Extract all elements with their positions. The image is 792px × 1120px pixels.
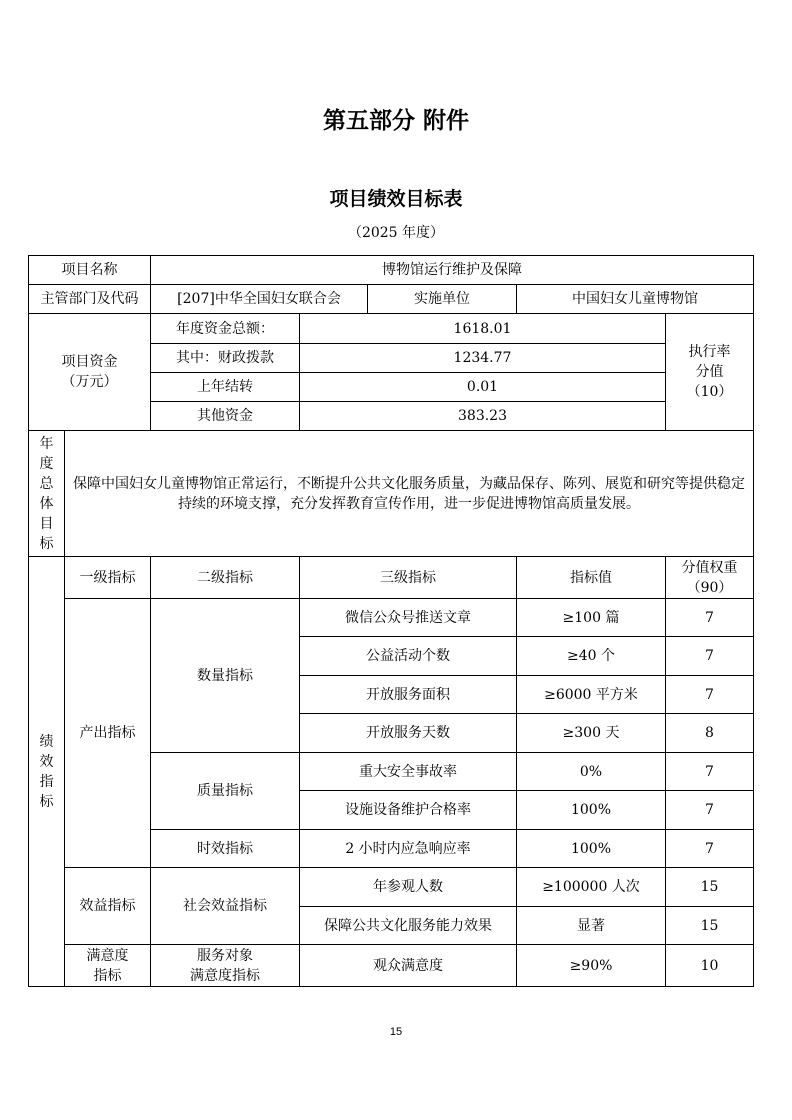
section-char: 指	[39, 773, 54, 790]
indicator-name: 设施设备维护合格率	[300, 791, 517, 830]
indicator-row	[29, 945, 754, 987]
indicator-weight: 7	[666, 830, 754, 868]
funds-label-line1: 项目资金	[61, 354, 118, 370]
indicator-value: 100%	[517, 830, 666, 868]
goal-label-char: 年	[39, 435, 54, 452]
quality-indicator-label: 质量指标	[151, 753, 300, 830]
performance-indicators-label	[29, 557, 65, 987]
indicator-value: ≥40 个	[517, 637, 666, 676]
col-level2-header: 二级指标	[151, 557, 300, 599]
indicator-name: 开放服务天数	[300, 714, 517, 753]
service-satisfaction-label	[151, 945, 300, 987]
output-indicator-label: 产出指标	[65, 599, 151, 868]
col-weight-line2: （90）	[686, 579, 733, 596]
goal-label	[29, 431, 65, 557]
funds-label-line2: （万元）	[61, 374, 118, 390]
page-number: 15	[389, 1026, 403, 1038]
indicator-value: 显著	[517, 907, 666, 945]
indicator-value: ≥300 天	[517, 714, 666, 753]
satisfaction-l1-line2: 指标	[93, 967, 122, 984]
indicator-row	[29, 868, 754, 907]
department-row	[29, 285, 754, 314]
funds-label	[29, 314, 151, 431]
funds-total-label: 年度资金总额：	[151, 314, 300, 344]
goal-label-char: 体	[39, 495, 54, 512]
indicator-weight: 7	[666, 753, 754, 791]
indicator-name: 年参观人数	[300, 868, 517, 907]
indicator-name: 2 小时内应急响应率	[300, 830, 517, 868]
funds-carryover-label: 上年结转	[151, 373, 300, 402]
col-level1-header: 一级指标	[65, 557, 151, 599]
part-title: 第五部分 附件	[322, 108, 469, 134]
funds-fiscal-label: 其中：财政拨款	[151, 344, 300, 373]
execution-rate-cell	[666, 314, 754, 431]
execution-rate-line2: 分值	[695, 364, 724, 380]
funds-other-value: 383.23	[300, 402, 666, 431]
indicator-header-row	[29, 557, 754, 599]
department-value: [207]中华全国妇女联合会	[151, 285, 368, 314]
indicator-weight: 7	[666, 599, 754, 637]
funds-other-label: 其他资金	[151, 402, 300, 431]
goal-text: 保障中国妇女儿童博物馆正常运行，不断提升公共文化服务质量，为藏品保存、陈列、展览和研究等提供稳定持续的环境支撑，充分发挥教育宣传作用，进一步促进博物馆高质量发展。	[65, 431, 754, 557]
indicator-value: ≥6000 平方米	[517, 676, 666, 714]
indicator-value: ≥100 篇	[517, 599, 666, 637]
execution-rate-line1: 执行率	[688, 344, 731, 360]
quantity-indicator-label: 数量指标	[151, 599, 300, 753]
department-label: 主管部门及代码	[29, 285, 151, 314]
performance-target-table	[28, 255, 754, 987]
indicator-name: 公益活动个数	[300, 637, 517, 676]
indicator-name: 开放服务面积	[300, 676, 517, 714]
indicator-weight: 7	[666, 676, 754, 714]
indicator-value: ≥90%	[517, 945, 666, 987]
indicator-name: 保障公共文化服务能力效果	[300, 907, 517, 945]
section-char: 效	[39, 753, 54, 770]
year-label: （2025 年度）	[347, 225, 445, 241]
benefit-indicator-label: 效益指标	[65, 868, 151, 945]
indicator-value: 100%	[517, 791, 666, 830]
project-name-value: 博物馆运行维护及保障	[151, 256, 754, 285]
goal-label-char: 标	[39, 535, 54, 552]
goal-label-char: 总	[39, 475, 54, 492]
funds-total-value: 1618.01	[300, 314, 666, 344]
goal-label-char: 度	[39, 455, 54, 472]
project-name-label: 项目名称	[29, 256, 151, 285]
satisfaction-l2-line2: 满意度指标	[190, 967, 260, 984]
execution-rate-line3: （10）	[686, 384, 733, 400]
satisfaction-l2-line1: 服务对象	[197, 947, 253, 964]
satisfaction-l1-line1: 满意度	[86, 947, 129, 964]
indicator-value: ≥100000 人次	[517, 868, 666, 907]
goal-label-char: 目	[39, 515, 54, 532]
col-level3-header: 三级指标	[300, 557, 517, 599]
satisfaction-indicator-label	[65, 945, 151, 987]
indicator-weight: 7	[666, 637, 754, 676]
indicator-name: 观众满意度	[300, 945, 517, 987]
funds-row-total	[29, 314, 754, 344]
funds-fiscal-value: 1234.77	[300, 344, 666, 373]
project-name-row	[29, 256, 754, 285]
indicator-value: 0%	[517, 753, 666, 791]
social-benefit-indicator-label: 社会效益指标	[151, 868, 300, 945]
indicator-name: 重大安全事故率	[300, 753, 517, 791]
indicator-weight: 7	[666, 791, 754, 830]
indicator-weight: 10	[666, 945, 754, 987]
col-value-header: 指标值	[517, 557, 666, 599]
implementing-unit-label: 实施单位	[368, 285, 517, 314]
section-char: 绩	[39, 733, 54, 750]
indicator-row	[29, 599, 754, 637]
implementing-unit-value: 中国妇女儿童博物馆	[517, 285, 754, 314]
col-weight-header	[666, 557, 754, 599]
indicator-weight: 15	[666, 868, 754, 907]
col-weight-line1: 分值权重	[681, 559, 738, 576]
goal-row	[29, 431, 754, 557]
table-title: 项目绩效目标表	[329, 188, 463, 210]
section-char: 标	[39, 793, 54, 810]
indicator-name: 微信公众号推送文章	[300, 599, 517, 637]
indicator-weight: 15	[666, 907, 754, 945]
indicator-weight: 8	[666, 714, 754, 753]
timeliness-indicator-label: 时效指标	[151, 830, 300, 868]
funds-carryover-value: 0.01	[300, 373, 666, 402]
